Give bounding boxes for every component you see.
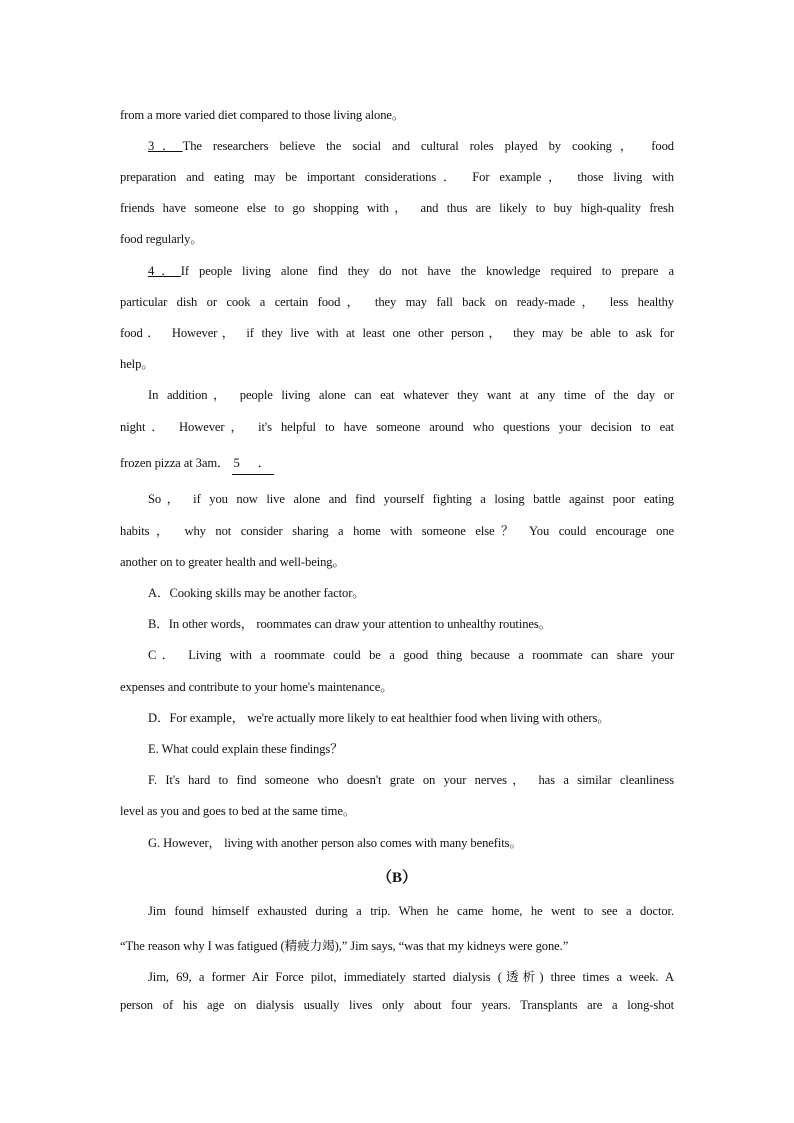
answer-blank-5[interactable] [232, 452, 275, 475]
text-line: particular dish or cook a certain food， they may fall back on ready-made， less healthy [120, 295, 674, 309]
text-line: habits， why not consider sharing a home with someone else？ You could encourage one [120, 524, 674, 538]
text-line: help。 [120, 357, 154, 371]
text-line: from a more varied diet compared to those living alone。 [120, 108, 405, 122]
text-line: another on to greater health and well-being。 [120, 555, 345, 569]
option-f: F. It's hard to find someone who doesn't grate on your nerves， has a similar cleanliness [148, 773, 674, 787]
text-line: In addition， people living alone can eat whatever they want at any time of the day or [148, 388, 674, 402]
text-line: preparation and eating may be important considerations． For example， those living with [120, 170, 674, 184]
option-e: E. What could explain these findings？ [148, 742, 343, 756]
text-line: night． However， it's helpful to have someone around who questions your decision to eat [120, 420, 674, 434]
option-c: C． Living with a roommate could be a good thing because a roommate can share your [148, 648, 674, 662]
option-d: D．For example， we're actually more likely to eat healthier food when living with others。 [148, 711, 610, 725]
text-line: Jim found himself exhausted during a trip. When he came home, he went to see a doctor. [148, 904, 674, 918]
question-number: 4． [148, 264, 181, 278]
blank-period: ． [257, 456, 271, 470]
option-c-cont: expenses and contribute to your home's maintenance。 [120, 680, 393, 694]
text-line: food regularly。 [120, 232, 203, 246]
text-line: The researchers believe the social and cultural roles played by cooking， food [182, 139, 674, 153]
text-line: If people living alone find they do not have the knowledge required to prepare a [180, 264, 674, 278]
text-line: frozen pizza at 3am． [120, 456, 230, 470]
paragraph-q5-line [120, 452, 674, 475]
section-heading: （B） [377, 870, 417, 886]
text-line: person of his age on dialysis usually lives only about four years. Transplants are a long-shot [120, 998, 674, 1012]
option-f-cont: level as you and goes to bed at the same time。 [120, 804, 356, 818]
option-b: B．In other words， roommates can draw your attention to unhealthy routines。 [148, 617, 552, 631]
blank-number: 5 [233, 456, 240, 470]
question-number: 3． [148, 139, 183, 153]
paragraph-q3-first-line [148, 135, 674, 154]
text-line: “The reason why I was fatigued (精疲力竭),” Jim says, “was that my kidneys were gone.” [120, 939, 569, 953]
text-line: Jim, 69, a former Air Force pilot, immediately started dialysis (透析) three times a week. A [148, 970, 674, 984]
text-line: food． However， if they live with at least one other person， they may be able to ask for [120, 326, 674, 340]
paragraph-q4-first-line [148, 260, 674, 279]
text-line: friends have someone else to go shopping with， and thus are likely to buy high-quality fresh [120, 201, 674, 215]
text-line: So， if you now live alone and find yourself fighting a losing battle against poor eating [148, 492, 674, 506]
option-a: A．Cooking skills may be another factor。 [148, 586, 365, 600]
option-g: G. However， living with another person also comes with many benefits。 [148, 836, 522, 850]
